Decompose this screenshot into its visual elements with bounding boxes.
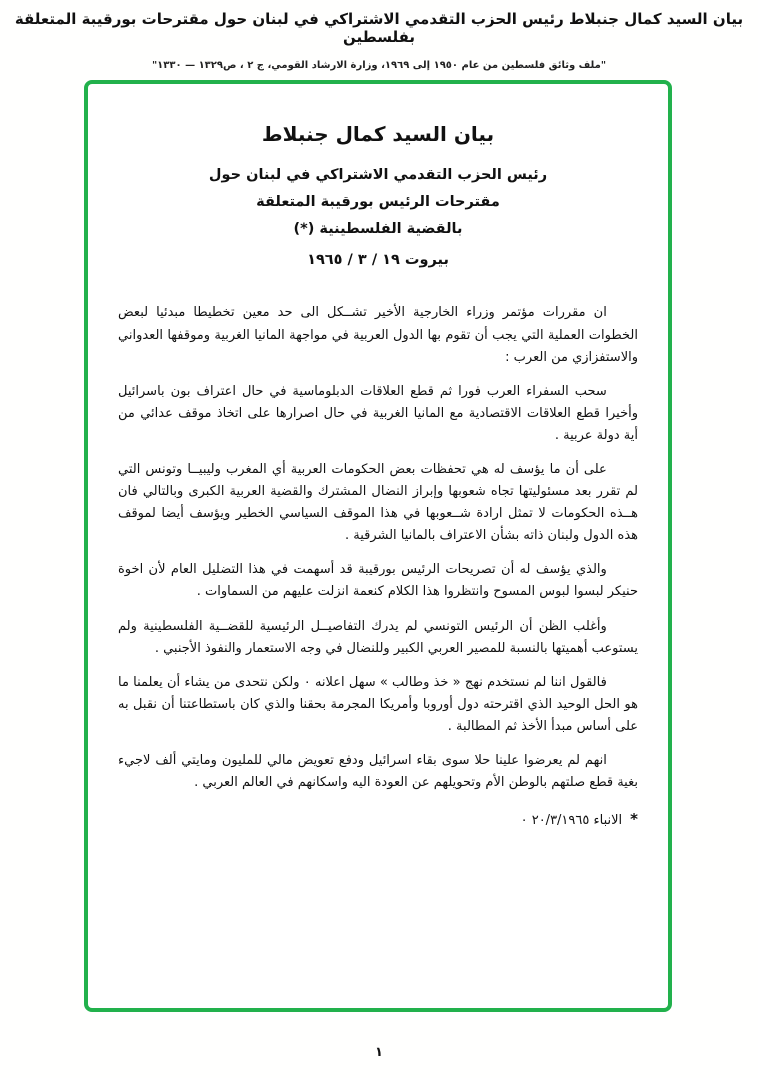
document-heading (118, 122, 638, 268)
paragraph: سحب السفراء العرب فورا ثم قطع العلاقات الدبلوماسية في حال اعتراف بون باسرائيل وأخيرا قطع العلاقات الاقتصادية مع المانيا الغربية في حال اصرارها على اتخاذ موقف عدائي من أية دولة عربية . (118, 383, 638, 443)
document-subtitle-3: بالقضية الفلسطينية (*) (293, 220, 463, 237)
document-body (118, 302, 638, 794)
paragraph: وأغلب الظن أن الرئيس التونسي لم يدرك التفاصيــل الرئيسية للقضــية الفلسطينية ولم يستوعب أهميتها بالنسبة للمصير العربي الكبير وللنضال في وجه الاستعمار والنفوذ الأجنبي . (118, 618, 638, 656)
document-dateline: بيروت ١٩ / ٣ / ١٩٦٥ (307, 252, 449, 269)
paragraph: فالقول اننا لم نستخدم نهج « خذ وطالب » سهل اعلانه ٠ ولكن نتحدى من يشاء أن يعلمنا ما هو الحل الوحيد الذي اقترحته دول أوروبا وأمريكا المجرمة بحقنا والذي كان باستطاعتنا أن نقبل به على أساس مبدأ الأخذ ثم المطالبة . (118, 674, 638, 734)
paragraph: ان مقررات مؤتمر وزراء الخارجية الأخير تشــكل الى حد معين تخطيطا مبدئيا لبعض الخطوات العملية التي يجب أن تقوم بها الدول العربية في مواجهة المانيا الغربية وموقفها العدواني والاستفزازي من العرب : (118, 305, 638, 365)
document-subtitle-2: مقترحات الرئيس بورقيبة المتعلقة (256, 193, 500, 210)
document-subtitle-1: رئيس الحزب التقدمي الاشتراكي في لبنان حول (208, 167, 548, 183)
page-number: ١ (375, 1045, 383, 1060)
footnote-text: الانباء ٢٠/٣/١٩٦٥ ٠ (520, 813, 623, 829)
header-source-line: "ملف وثائق فلسطين من عام ١٩٥٠ إلى ١٩٦٩، وزارة الارشاد القومي، ج ٢ ، ص١٣٢٩ — ١٣٣٠" (151, 60, 607, 71)
paragraph: والذي يؤسف له أن تصريحات الرئيس بورقيبة قد أسهمت في هذا التضليل العام لأن اخوة حنيكر لبسوا لبوس المسوح وانتظروا هذا الكلام كنعمة انزلت عليهم من السماوات . (118, 562, 638, 600)
footnote (118, 810, 638, 828)
document-frame (84, 80, 672, 1012)
paragraph: انهم لم يعرضوا علينا حلا سوى بقاء اسرائيل ودفع تعويض مالي للمليون ومايتي ألف لاجيء بغية قطع صلتهم بالوطن الأم وتحويلهم عن العودة اليه واسكانهم في العالم العربي . (118, 753, 638, 791)
page-header (0, 10, 758, 71)
document-title: بيان السيد كمال جنبلاط (261, 122, 495, 146)
header-title: بيان السيد كمال جنبلاط رئيس الحزب التقدمي الاشتراكي في لبنان حول مقترحات بورقيبة المتعلقة بفلسطين (14, 10, 744, 46)
paragraph: على أن ما يؤسف له هي تحفظات بعض الحكومات العربية أي المغرب وليبيــا وتونس التي لم تقرر بعد مسئوليتها تجاه شعوبها وإبراز النضال المشترك والقضية العربية الكبرى وبالتالي فان هــذه الحكومات لا تمثل ارادة شــعوبها في هذا الموقف السياسي الخطير ويؤسف أيضا لموقف هذه الدول ولبنان ذاته بشأن الاعتراف بالمانيا الشرقية . (118, 462, 638, 544)
footnote-marker: * (630, 810, 638, 829)
